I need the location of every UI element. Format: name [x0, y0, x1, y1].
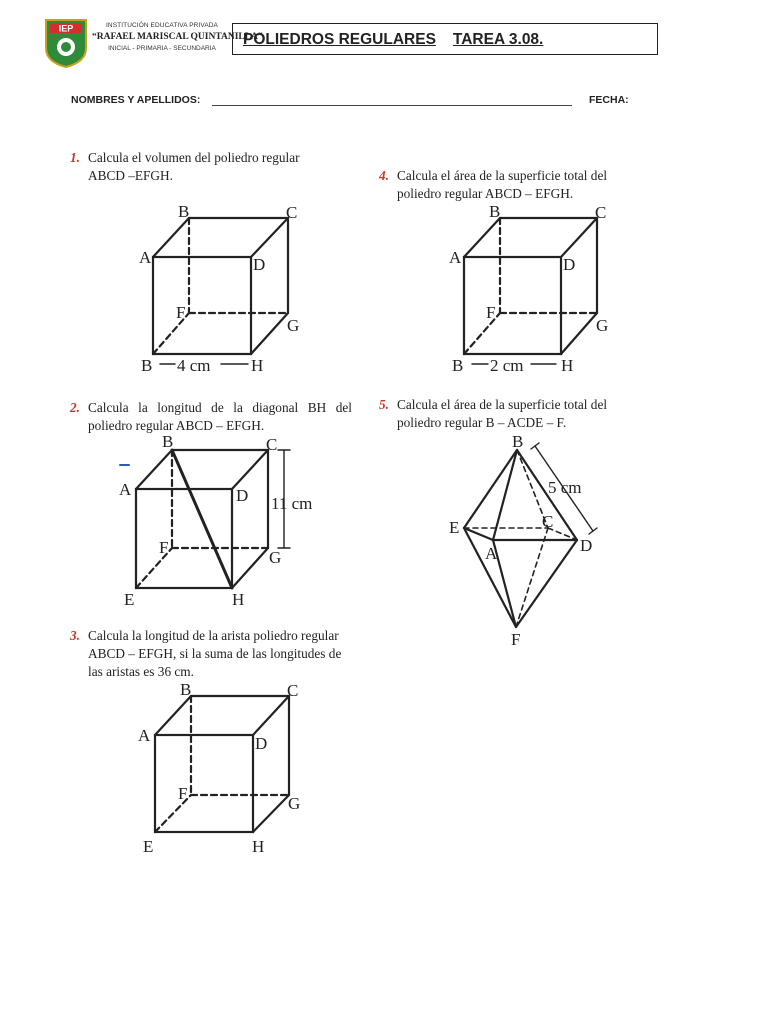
figure-3-cube [155, 696, 289, 832]
vertex-label: A [138, 726, 151, 745]
vertex-label: D [255, 734, 268, 753]
svg-text:IEP: IEP [58, 23, 74, 34]
question-text: Calcula la longitud de la arista poliedro regular ABCD – EFGH, si la suma de las longitudes de las aristas es 36 cm. [88, 628, 342, 679]
question-number: 5. [379, 397, 389, 412]
vertex-label: C [266, 435, 278, 454]
vertex-label: G [269, 548, 282, 567]
vertex-label: F [178, 784, 188, 803]
figure-5-octahedron [464, 443, 597, 627]
title-text: POLIEDROS REGULARES [243, 31, 436, 48]
vertex-label: D [580, 536, 593, 555]
question-number: 4. [379, 168, 389, 183]
vertex-label: H [232, 590, 245, 609]
question-text: Calcula el área de la superficie total del poliedro regular ABCD – EFGH. [397, 168, 608, 201]
vertex-label: D [563, 255, 576, 274]
vertex-label: H [251, 356, 264, 375]
vertex-label: F [511, 630, 521, 649]
question-number: 2. [70, 400, 80, 415]
vertex-label: H [561, 356, 574, 375]
vertex-label: B [489, 202, 501, 221]
vertex-label: D [236, 486, 249, 505]
vertex-label: F [176, 303, 186, 322]
question-number: 3. [70, 628, 80, 643]
vertex-label: F [159, 538, 169, 557]
vertex-label: E [124, 590, 135, 609]
figure-3-labels [138, 680, 300, 856]
figure-2-cube [136, 450, 290, 588]
vertex-label: B [452, 356, 464, 375]
vertex-label: E [143, 837, 154, 856]
question-text: Calcula el área de la superficie total del poliedro regular B – ACDE – F. [397, 397, 608, 430]
vertex-label: D [253, 255, 266, 274]
vertex-label: B [162, 432, 174, 451]
school-title: “RAFAEL MARISCAL QUINTANILLA” [92, 32, 263, 42]
figure-1-labels [139, 202, 299, 375]
vertex-label: G [287, 316, 300, 335]
task-number: TAREA 3.08. [452, 31, 544, 48]
vertex-label: G [596, 316, 609, 335]
school-type: INSTITUCIÓN EDUCATIVA PRIVADA [106, 22, 218, 29]
vertex-label: F [486, 303, 496, 322]
measure-label: 11 cm [271, 494, 313, 513]
question-text: Calcula el volumen del poliedro regular ABCD –EFGH. [88, 150, 300, 183]
school-levels: INICIAL - PRIMARIA - SECUNDARIA [108, 45, 216, 52]
figure-4-labels [449, 202, 608, 375]
vertex-label: B [178, 202, 190, 221]
measure-label: 2 cm [490, 356, 524, 375]
names-label: NOMBRES Y APELLIDOS: [71, 94, 201, 106]
figure-1-cube [153, 218, 288, 354]
vertex-label: A [119, 480, 132, 499]
vertex-label: A [449, 248, 462, 267]
vertex-label: C [287, 681, 299, 700]
vertex-label: C [542, 512, 554, 531]
measure-label: 4 cm [177, 356, 211, 375]
vertex-label: C [286, 203, 298, 222]
vertex-label: B [141, 356, 153, 375]
vertex-label: C [595, 203, 607, 222]
vertex-label: A [485, 544, 498, 563]
date-label: FECHA: [589, 94, 629, 106]
vertex-label: E [449, 518, 460, 537]
vertex-label: B [512, 432, 524, 451]
vertex-label: B [180, 680, 192, 699]
vertex-label: G [288, 794, 301, 813]
measure-label: 5 cm [548, 478, 582, 497]
vertex-label: A [139, 248, 152, 267]
vertex-label: H [252, 837, 265, 856]
question-text: Calcula la longitud de la diagonal BH del poliedro regular ABCD – EFGH. [88, 400, 352, 433]
figure-4-cube [464, 218, 597, 354]
question-number: 1. [70, 150, 80, 165]
